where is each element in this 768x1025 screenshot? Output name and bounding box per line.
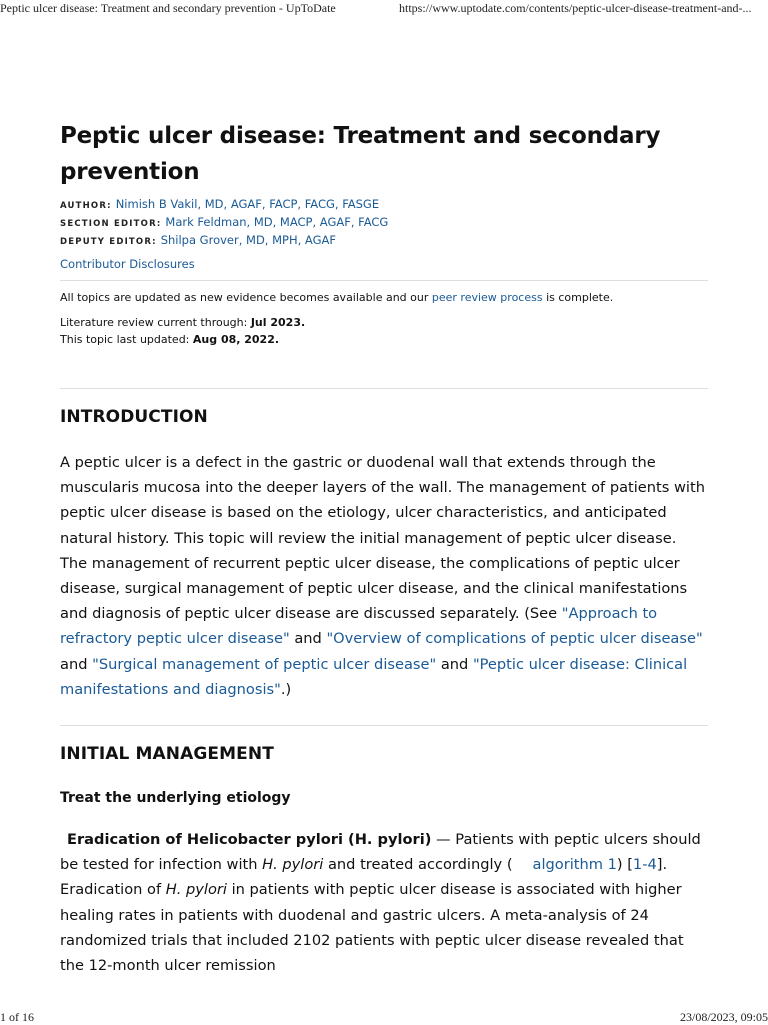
print-datetime: 23/08/2023, 09:05 [679,1010,768,1024]
author-link[interactable]: Nimish B Vakil, MD, AGAF, FACP, FACG, FASGE [115,197,380,211]
divider [60,388,708,389]
contributor-disclosures-link[interactable]: Contributor Disclosures [60,257,195,271]
hpylori-italic: H. pylori [262,856,324,874]
and-text: and [289,630,327,648]
page-number: 1 of 16 [0,1010,34,1024]
author-role-label: AUTHOR: [60,201,112,211]
hpylori-text: ]. Eradication of [60,856,668,899]
title-container [60,118,708,184]
hpylori-text: ) [ [616,856,633,874]
hpylori-text: in patients with peptic ulcer disease is associated with higher healing rates in patients with duodenal and gastric ulcers. A meta-analysis of 24 randomized trials that included 2102 patients with peptic ulcer disease revealed that the 12-month ulcer remission [60,881,684,975]
and-text: and [60,655,93,673]
hpylori-text: — Patients with peptic ulcers should be tested for infection with [60,831,701,874]
print-header [0,0,768,18]
review-dates [60,314,708,348]
introduction-text: A peptic ulcer is a defect in the gastric or duodenal wall that extends through the muscularis mucosa into the deeper layers of the wall. The management of patients with peptic ulcer disease is based on the etiology, ulcer characteristics, and anticipated natural history. This topic will review the initial management of peptic ulcer disease. The management of recurrent peptic ulcer disease, the complications of peptic ulcer disease, surgical management of peptic ulcer disease, and the clinical manifestations and diagnosis of peptic ulcer disease are discussed separately. (See [60,454,705,623]
update-notice-end: is complete. [542,291,614,304]
print-header-title: Peptic ulcer disease: Treatment and secondary prevention - UpToDate [0,1,336,15]
update-notice-text: All topics are updated as new evidence becomes available and our [60,291,432,304]
divider [60,725,708,726]
literature-review-line [60,314,708,331]
divider [60,280,708,281]
introduction-paragraph [60,450,708,702]
section-editor-role-label: SECTION EDITOR: [60,219,162,229]
byline-author [60,195,708,213]
byline-deputy-editor [60,231,708,249]
section-editor-link[interactable]: Mark Feldman, MD, MACP, AGAF, FACG [165,215,389,229]
complications-pud-link[interactable]: "Overview of complications of peptic ulcer disease" [326,630,703,648]
initial-management-heading: INITIAL MANAGEMENT [60,744,274,764]
hpylori-italic: H. pylori [165,881,227,899]
update-notice [60,289,708,306]
last-updated-line [60,331,708,348]
hpylori-text: and treated accordingly ( [323,856,513,874]
literature-review-label: Literature review current through: [60,316,251,329]
introduction-end: .) [280,680,292,698]
clinical-manifestations-link[interactable]: "Peptic ulcer disease: Clinical manifestations and diagnosis" [60,655,688,698]
hpylori-lead: Eradication of Helicobacter pylori (H. pylori) [67,831,432,848]
introduction-heading: INTRODUCTION [60,407,208,427]
last-updated-label: This topic last updated: [60,333,193,346]
surgical-management-link[interactable]: "Surgical management of peptic ulcer disease" [92,655,437,673]
deputy-editor-link[interactable]: Shilpa Grover, MD, MPH, AGAF [160,233,336,247]
last-updated-date: Aug 08, 2022. [192,333,280,346]
and-text: and [436,655,473,673]
byline-section-editor [60,213,708,231]
page-title: Peptic ulcer disease: Treatment and secondary prevention [60,123,661,184]
print-footer [0,1008,768,1024]
treat-etiology-heading: Treat the underlying etiology [60,790,291,806]
hpylori-paragraph [60,827,708,978]
peer-review-link[interactable]: peer review process [431,291,543,304]
algorithm-link[interactable]: algorithm 1 [532,856,617,874]
reference-link[interactable]: 1-4 [632,856,657,874]
byline [60,195,708,249]
refractory-pud-link[interactable]: "Approach to refractory peptic ulcer disease" [60,605,658,648]
print-header-url: https://www.uptodate.com/contents/peptic-ulcer-disease-treatment-and-... [399,1,752,15]
deputy-editor-role-label: DEPUTY EDITOR: [60,237,157,247]
literature-review-date: Jul 2023. [250,316,306,329]
